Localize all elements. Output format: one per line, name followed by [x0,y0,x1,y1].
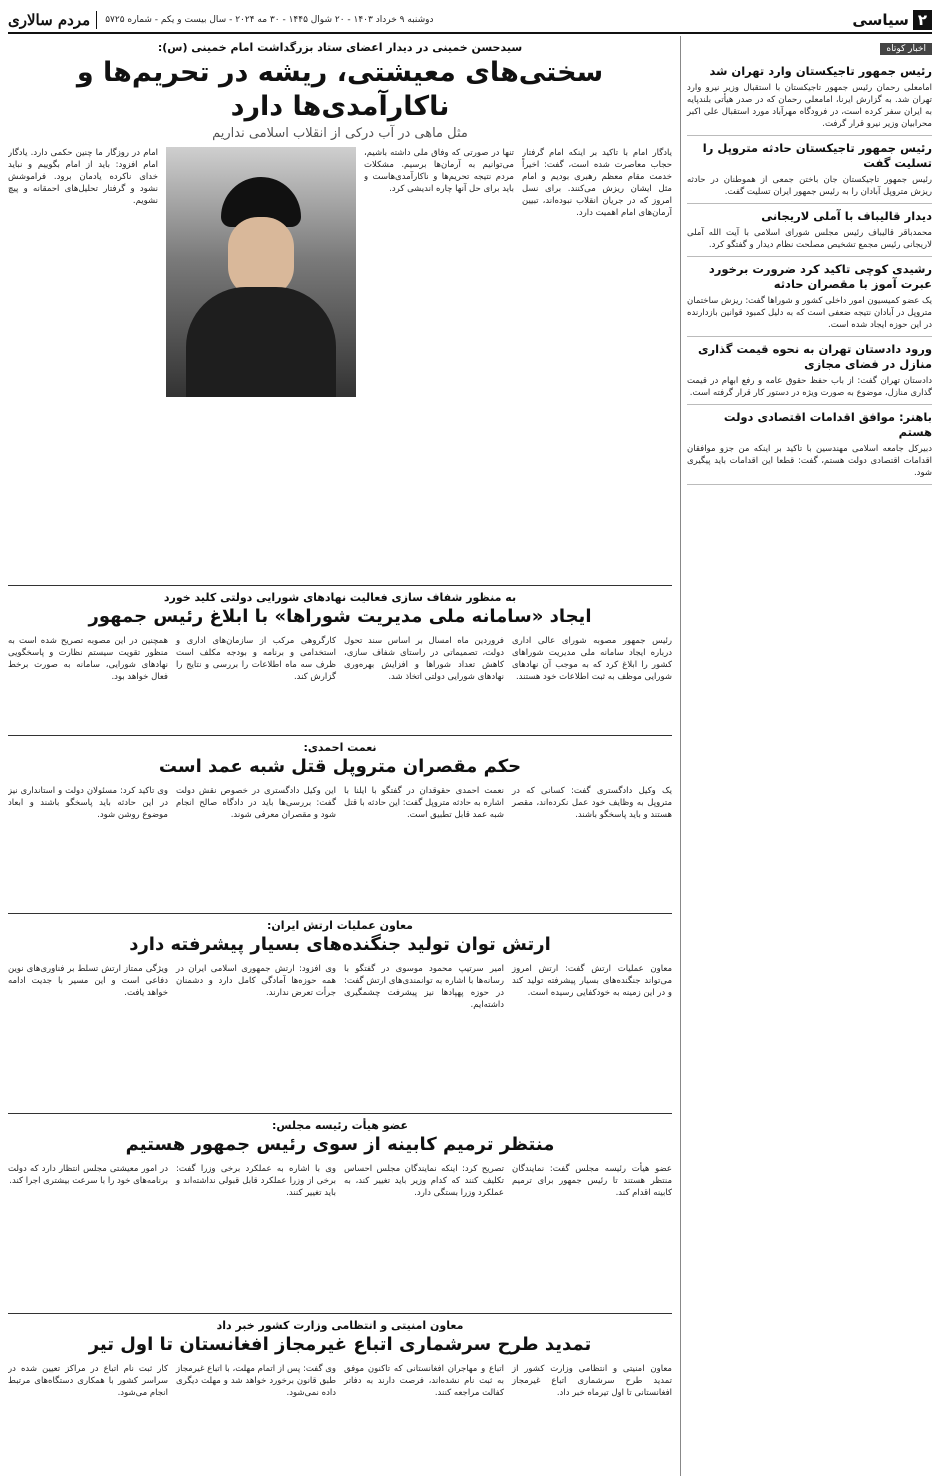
story-column: نعمت احمدی حقوقدان در گفتگو با ایلنا با اشاره به حادثه متروپل گفت: این حادثه با قتل شبه عمد قابل تطبیق است. [344,785,504,820]
lead-subhead: مثل ماهی در آب درکی از انقلاب اسلامی نداریم [212,125,468,141]
story-columns [8,635,672,683]
story-column: کار ثبت نام اتباع در مراکز تعیین شده در سراسر کشور با همکاری دستگاه‌های مرتبط انجام می‌شود. [8,1363,168,1398]
story-kicker: معاون امنیتی و انتظامی وزارت کشور خبر داد [216,1319,464,1332]
story-column: وی با اشاره به عملکرد برخی وزرا گفت: برخی از وزرا عملکرد قابل قبولی نداشته‌اند و باید تغییر کنند. [176,1163,336,1198]
news-sidebar [680,36,932,1476]
lead-column: یادگار امام با تاکید بر اینکه امام گرفتار حجاب معاصرت شده است، گفت: اخیراً خدمت مقام معظم رهبری بودیم و امام مثل ایشان ریزش می‌کنند. برای نسل امروز که در جریان انقلاب نبوده‌اند، تبیین آرمان‌های امام اهمیت دارد. [522,147,672,218]
story-column: تصریح کرد: اینکه نمایندگان مجلس احساس تکلیف کنند که کدام وزیر باید تغییر کند، به عملکرد وزرا بستگی دارد. [344,1163,504,1198]
story-column: وی گفت: پس از اتمام مهلت، با اتباع غیرمجاز طبق قانون برخورد خواهد شد و مهلت دیگری داده نمی‌شود. [176,1363,336,1398]
story-headline: تمدید طرح سرشماری اتباع غیرمجاز افغانستان تا اول تیر [88,1334,592,1355]
photo-face-shape [228,217,294,297]
lead-column: تنها در صورتی که وفاق ملی داشته باشیم، می‌توانیم به آرمان‌ها برسیم. مشکلات مردم نتیجه تحریم‌ها و ناکارآمدی‌هاست و باید برای حل آنها چاره اندیشی کرد. [364,147,514,194]
photo-robe-shape [186,287,336,397]
story-columns [8,1163,672,1199]
story-column: معاون عملیات ارتش گفت: ارتش امروز می‌تواند جنگنده‌های بسیار پیشرفته تولید کند و در این زمینه به خودکفایی رسیده است. [512,963,672,998]
story-columns [8,963,672,1011]
sidebar-item-body: رئیس جمهور تاجیکستان جان باختن جمعی از هموطنان در حادثه ریزش متروپل آبادان را به رئیس جمهور ایران تسلیت گفت. [687,175,932,197]
story-headline: حکم مقصران متروپل قتل شبه عمد است [158,756,522,777]
page-header [8,8,932,34]
story-column: ویژگی ممتاز ارتش تسلط بر فناوری‌های نوین دفاعی است و این مسیر با جدیت ادامه خواهد یافت. [8,963,168,998]
story-column: این وکیل دادگستری در خصوص نقش دولت گفت: بررسی‌ها باید در دادگاه صالح انجام شود و مقصران معرفی شوند. [176,785,336,820]
sidebar-item [687,257,932,337]
sidebar-item-body: دادستان تهران گفت: از باب حفظ حقوق عامه و رفع ابهام در قیمت گذاری منازل، موضوع به صورت ویژه در دستور کار قرار گرفته است. [687,376,932,398]
story-headline: ارتش توان تولید جنگنده‌های بسیار پیشرفته دارد [129,934,551,955]
section-label [852,10,932,30]
story-column: یک وکیل دادگستری گفت: کسانی که در متروپل به وظایف خود عمل نکرده‌اند، مقصر هستند و باید پاسخگو باشند. [512,785,672,820]
story-column: وی افزود: ارتش جمهوری اسلامی ایران در همه حوزه‌ها آمادگی کامل دارد و دشمنان جرأت تعرض ندارند. [176,963,336,998]
story-kicker: معاون عملیات ارتش ایران: [266,919,413,932]
story-kicker: نعمت احمدی: [303,741,377,754]
sidebar-item-body: محمدباقر قالیباف رئیس مجلس شورای اسلامی با آیت الله آملی لاریجانی رئیس مجمع تشخیص مصلحت نظام دیدار و گفتگو کرد. [687,228,932,250]
story-column: فروردین ماه امسال بر اساس سند تحول دولت، تصمیماتی در راستای شفاف سازی، کاهش تعداد شوراها و افزایش بهره‌وری نهادهای شورایی دولتی اتخاذ شد. [344,635,504,682]
sidebar-item-title: ورود دادستان تهران به نحوه قیمت گذاری منازل در فضای مجازی [698,342,932,371]
sidebar-item-body: امامعلی رحمان رئیس جمهور تاجیکستان با استقبال وزیر نیرو وارد تهران شد. به گزارش ایرنا، امامعلی رحمان که در صدر هیأتی بلندپایه به ایران سفر کرده است، در فرودگاه مهرآباد مورد استقبال علی اکبر محرابیان وزیر نیرو قرار گرفت. [687,83,932,129]
story-army [8,914,672,1114]
sidebar-item-body: یک عضو کمیسیون امور داخلی کشور و شوراها گفت: ریزش ساختمان متروپل در آبادان نتیجه ضعفی است که به دلیل کمبود قوانین بازدارنده در این حوزه ایجاد شده است. [687,296,932,330]
story-column: کارگروهی مرکب از سازمان‌های اداری و استخدامی و برنامه و بودجه مکلف است ظرف سه ماه اطلاعات را بررسی و نتایج را گزارش کند. [176,635,336,682]
lead-column: امام در روزگار ما چنین حکمی دارد. یادگار امام افزود: باید از امام بگوییم و نباید خدای ناکرده یادمان برود. فراموشش نشود و گرفتار تحلیل‌های احمقانه و پیچ نشویم. [8,147,158,206]
story-column: اتباع و مهاجران افغانستانی که تاکنون موفق به ثبت نام نشده‌اند، فرصت دارند به دفاتر کفالت مراجعه کنند. [344,1363,504,1398]
story-kicker: عضو هیأت رئیسه مجلس: [271,1119,409,1132]
sidebar-item-title: رشیدی کوچی تاکید کرد ضرورت برخورد عبرت آموز با مقصران حادثه [708,262,932,291]
story-column: امیر سرتیپ محمود موسوی در گفتگو با رسانه‌ها با اشاره به توانمندی‌های ارتش گفت: در حوزه پهپادها نیز پیشرفت چشمگیری داشته‌ایم. [344,963,504,1010]
sidebar-item [687,204,932,257]
masthead: مردم سالاری [8,11,97,29]
story-metropol [8,736,672,914]
story-headline: ایجاد «سامانه ملی مدیریت شوراها» با ابلاغ رئیس جمهور [88,606,592,627]
section-name: سیاسی [852,11,909,29]
page-number: ۲ [913,10,932,30]
story-column: در امور معیشتی مجلس انتظار دارد که دولت برنامه‌های خود را با سرعت بیشتری اجرا کند. [8,1163,168,1186]
sidebar-item [687,337,932,405]
sidebar-item-title: باهنر: موافق اقدامات اقتصادی دولت هستم [723,410,932,439]
story-census [8,1314,672,1464]
story-column: عضو هیأت رئیسه مجلس گفت: نمایندگان منتظر هستند تا رئیس جمهور برای ترمیم کابینه اقدام کند. [512,1163,672,1198]
story-columns [8,785,672,821]
story-column: همچنین در این مصوبه تصریح شده است به منظور تقویت سیستم نظارت و پاسخگویی نهادهای شورایی، سامانه به صورت برخط فعال خواهد بود. [8,635,168,682]
sidebar-label: اخبار کوتاه [880,43,932,55]
lead-kicker: سیدحسن خمینی در دیدار اعضای ستاد بزرگداشت امام خمینی (س): [157,41,523,54]
lead-story [8,36,672,586]
sidebar-item [687,59,932,136]
lead-body [8,147,672,587]
sidebar-item-title: رئیس جمهور تاجیکستان حادثه متروپل را تسلیت گفت [702,141,932,170]
sidebar-item-title: دیدار قالیباف با آملی لاریجانی [761,209,932,223]
story-columns [8,1363,672,1399]
story-cabinet [8,1114,672,1314]
sidebar-item-body: دبیرکل جامعه اسلامی مهندسین با تاکید بر اینکه من جزو موافقان اقدامات اقتصادی دولت هستم، گفت: قطعا این اقدامات باید پیگیری شود. [687,444,932,478]
story-column: رئیس جمهور مصوبه شورای عالی اداری درباره ایجاد سامانه ملی مدیریت شوراهای کشور را ابلاغ کرد که به موجب آن نهادهای شورایی موظف به ثبت اطلاعات خود هستند. [512,635,672,682]
story-column: وی تاکید کرد: مسئولان دولت و استانداری نیز در این حادثه باید پاسخگو باشند و ابعاد موضوع روشن شود. [8,785,168,820]
main-content [8,36,672,1476]
sidebar-item [687,405,932,485]
lead-headline: سختی‌های معیشتی، ریشه در تحریم‌ها و ناکارآمدی‌ها دارد [76,57,604,122]
lead-photo [166,147,356,397]
story-column: معاون امنیتی و انتظامی وزارت کشور از تمدید طرح سرشماری اتباع غیرمجاز افغانستانی تا اول تیرماه خبر داد. [512,1363,672,1398]
story-councils [8,586,672,736]
dateline: دوشنبه ۹ خرداد ۱۴۰۳ - ۲۰ شوال ۱۴۴۵ - ۳۰ مه ۲۰۲۴ - سال بیست و یکم - شماره ۵۷۲۵ [105,15,434,25]
story-headline: منتظر ترمیم کابینه از سوی رئیس جمهور هستیم [125,1134,555,1155]
story-kicker: به منظور شفاف سازی فعالیت نهادهای شورایی دولتی کلید خورد [163,591,517,604]
sidebar-item-title: رئیس جمهور تاجیکستان وارد تهران شد [709,64,932,78]
sidebar-item [687,136,932,204]
